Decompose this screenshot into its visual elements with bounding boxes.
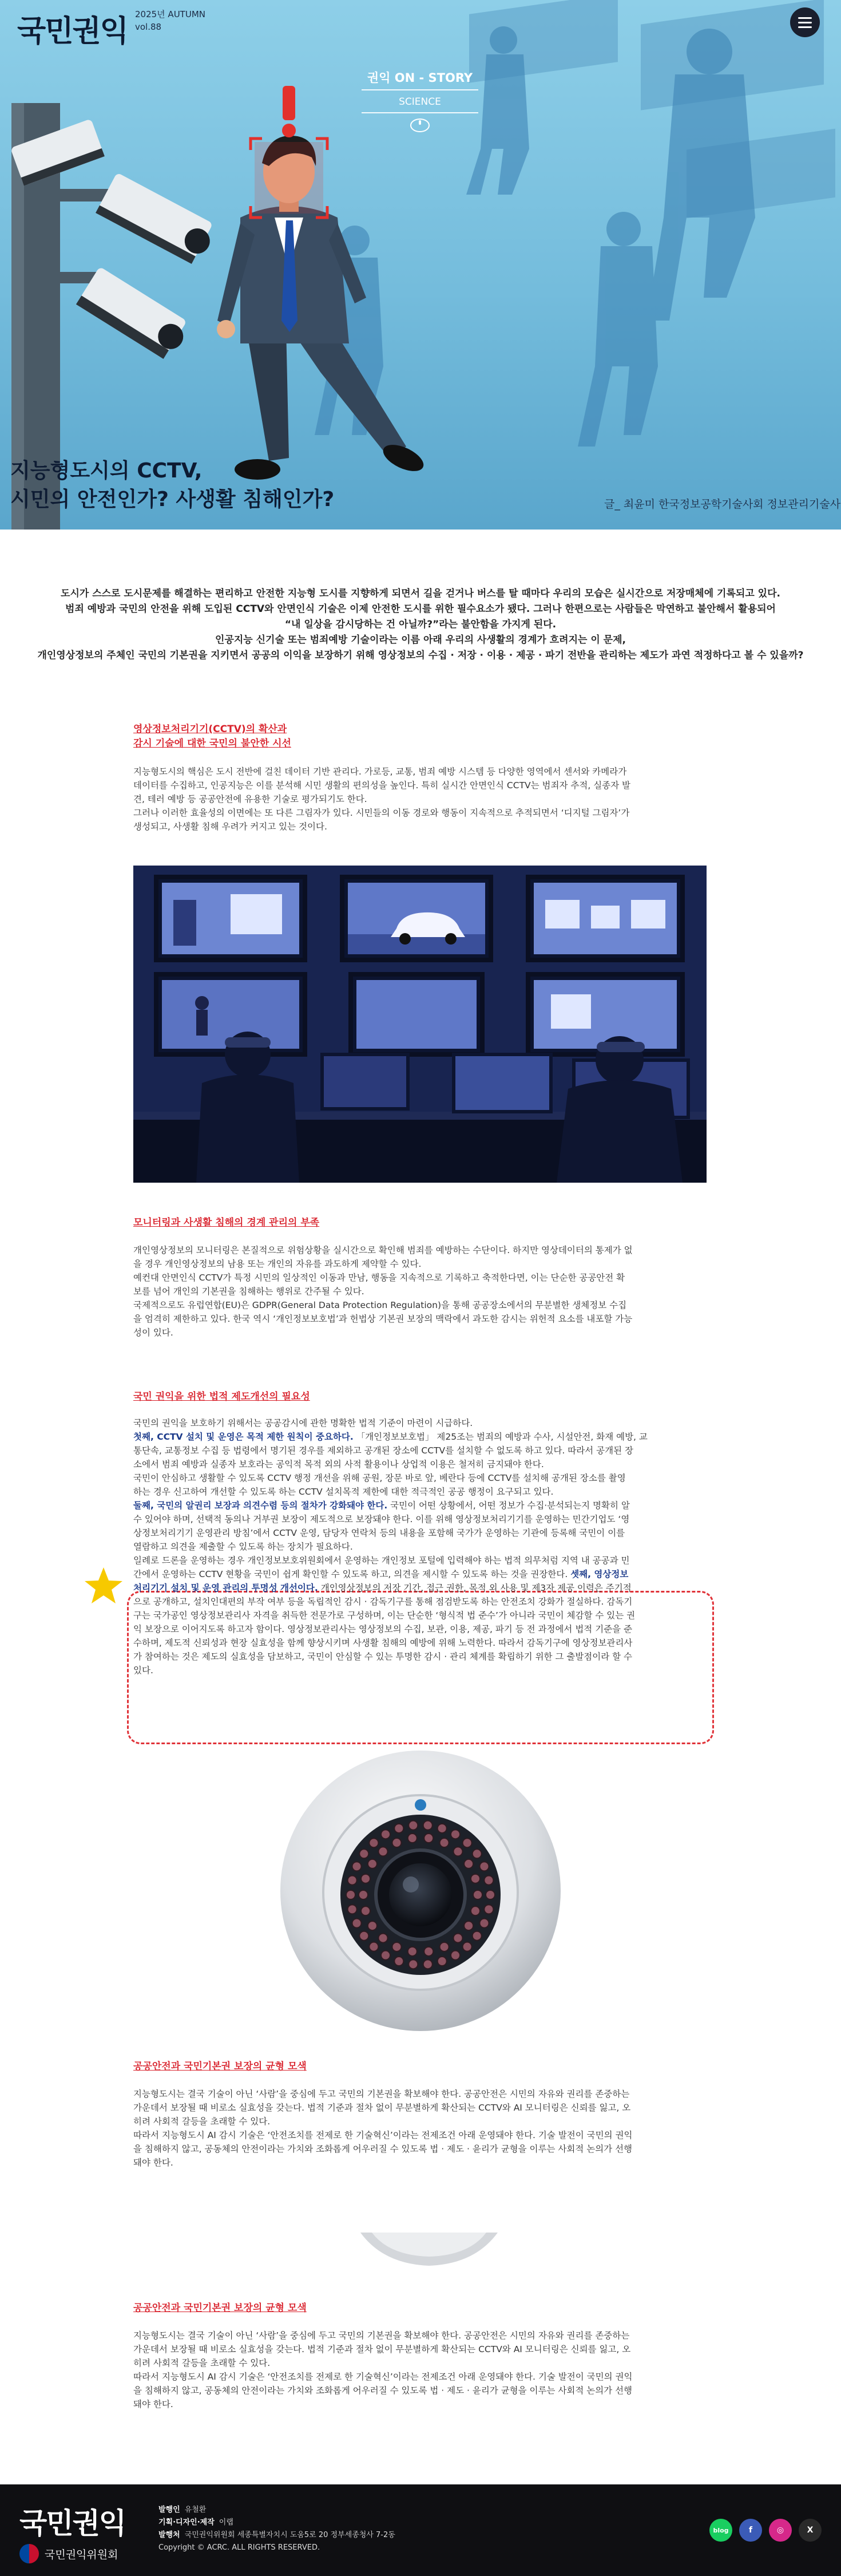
ir-led — [451, 1951, 460, 1960]
mouse-scroll-icon — [410, 118, 430, 133]
body-line: 있다. — [133, 1665, 153, 1676]
ir-led — [473, 1849, 482, 1858]
ir-led — [361, 1874, 370, 1883]
author-byline: 글_ 최윤미 한국정보공학기술사회 정보관리기술사 — [604, 498, 841, 511]
ir-led — [408, 1947, 417, 1956]
social-links — [709, 2519, 822, 2542]
copyright: Copyright © ACRC. ALL RIGHTS RESERVED. — [158, 2543, 320, 2552]
body-line: 가 참여하는 것은 제도의 실효성을 담보하고, 국민이 안심할 수 있는 투명한 감시 · 관리 체계를 확립하기 위한 그 출발점이라 할 수 — [133, 1652, 633, 1662]
footer-org — [19, 2544, 118, 2563]
issue-season: 2025년 AUTUMN — [135, 9, 205, 19]
intro-line: 개인영상정보의 주체인 국민의 기본권을 지키면서 공공의 이익을 보장하기 위해 영상정보의 수집 · 저장 · 이용 · 제공 · 파기 전반을 관리하는 제도가 과연 적정하다고 볼 수 있을까? — [37, 650, 804, 661]
ir-led — [359, 1931, 368, 1941]
ir-led — [423, 1959, 433, 1969]
issue-volume: vol.88 — [135, 22, 162, 32]
body-line: 익 보장으로 이어지도록 하고자 함이다. 영상정보관리사는 영상정보의 수집, 보관, 이용, 제공, 파기 등 전 과정에서 법적 기준을 준 — [133, 1624, 633, 1634]
ir-led — [453, 1847, 462, 1856]
ir-led — [359, 1849, 368, 1858]
star-icon — [84, 1566, 124, 1608]
org-name: 국민권익위원회 — [45, 2548, 118, 2561]
body-line: 을 경우 개인영상정보의 남용 또는 개인의 자유를 과도하게 제약할 수 있다. — [133, 1259, 422, 1269]
body-text: 「개인정보보호법」 제25조는 범죄의 예방과 수사, 시설안전, 화재 예방, 교 — [353, 1432, 648, 1442]
naver-blog-icon[interactable]: blog — [709, 2519, 732, 2542]
site-logo[interactable]: 국민권익 — [17, 14, 128, 49]
ir-led — [379, 1934, 388, 1943]
body-line: 그러나 이러한 효율성의 이면에는 또 다른 그림자가 있다. 시민들의 이동 경로와 행동이 지속적으로 추적되면서 ‘디지털 그림자’가 — [133, 808, 630, 818]
taegeuk-emblem-icon — [19, 2544, 39, 2563]
body-line — [133, 1581, 705, 1595]
dome-camera-partial — [360, 2233, 498, 2269]
body-line: 지능형도시는 결국 기술이 아닌 ‘사람’을 중심에 두고 국민의 기본권을 확보해야 한다. 공공안전은 시민의 자유와 권리를 존중하는 — [133, 2089, 630, 2099]
ir-led — [479, 1919, 489, 1928]
section-body-3 — [133, 1416, 705, 1677]
facebook-icon[interactable]: f — [739, 2519, 762, 2542]
instagram-icon[interactable]: ◎ — [769, 2519, 792, 2542]
body-line: 수 있어야 하며, 선택적 동의나 거부권 보장이 제도적으로 보장돼야 한다. 이를 위해 영상정보처리기기를 운영하는 민간기업도 ‘영 — [133, 1514, 630, 1524]
section-title-1 — [133, 722, 291, 751]
article-title — [10, 457, 334, 514]
publisher-value: 유철환 — [184, 2506, 207, 2514]
intro-line: 인공지능 신기술 또는 범죄예방 기술이라는 이름 아래 우리의 사생활의 경계가 흐려지는 이 문제, — [215, 634, 626, 646]
body-line: 열람하고 의견을 제출할 수 있도록 하는 장치가 필요하다. — [133, 1542, 353, 1552]
highlight-text: 둘째, 국민의 알권리 보장과 의견수렴 등의 절차가 강화돼야 한다. — [133, 1500, 388, 1511]
ir-led — [368, 1859, 377, 1868]
body-line: 을 침해하지 않고, 공동체의 안전이라는 가치와 조화롭게 어우러질 수 있도록 법 · 제도 · 윤리가 균형을 이루는 사회적 논의가 선행 — [133, 2144, 633, 2154]
highlight-text: 첫째, CCTV 설치 및 운영은 목적 제한 원칙이 중요하다. — [133, 1432, 354, 1442]
body-line: 하는 경우 신고하여 개선할 수 있도록 하는 CCTV 설치목적 제한에 대한 적극적인 공공 행정이 요구되고 있다. — [133, 1487, 554, 1497]
body-line: 히려 사회적 갈등을 초래할 수 있다. — [133, 2358, 271, 2368]
body-line: 예컨대 안면인식 CCTV가 특정 시민의 일상적인 이동과 만남, 행동을 지속적으로 기록하고 축적한다면, 이는 단순한 공공안전 확 — [133, 1273, 625, 1283]
ir-led — [440, 1942, 449, 1951]
series-name: 권익 ON - STORY — [362, 65, 478, 90]
ir-led — [361, 1906, 370, 1915]
body-line — [133, 1499, 705, 1512]
body-line — [133, 1430, 705, 1444]
ir-led — [392, 1942, 401, 1951]
section-body-5 — [133, 2329, 705, 2411]
article-intro — [11, 586, 830, 663]
ir-led — [473, 1931, 482, 1941]
highlight-text: 셋째, 영상정보 — [570, 1569, 629, 1579]
ir-led — [423, 1821, 433, 1830]
ir-led — [369, 1838, 378, 1847]
ir-led — [408, 1821, 418, 1830]
ir-led — [451, 1830, 460, 1839]
body-text: 국민이 어떤 상황에서, 어떤 정보가 수집·분석되는지 명확히 알 — [387, 1500, 630, 1511]
body-line: 국제적으로도 유럽연합(EU)은 GDPR(General Data Protection Regulation)을 통해 공공장소에서의 무분별한 생체정보 수집 — [133, 1300, 627, 1310]
highlight-text: 처리기기 설치 및 운영 관리의 투명성 개선이다. — [133, 1583, 318, 1593]
section-title-line: 감시 기술에 대한 국민의 불안한 시선 — [133, 738, 291, 749]
body-line: 지능형도시의 핵심은 도시 전반에 걸친 데이터 기반 관리다. 가로등, 교통, 범죄 예방 시스템 등 다양한 영역에서 센서와 카메라가 — [133, 767, 627, 777]
ir-led — [486, 1890, 495, 1899]
body-line: 가운데서 보장될 때 비로소 실효성을 갖는다. 법적 기준과 절차 없이 무분별하게 확산되는 CCTV와 AI 모니터링은 신뢰를 잃고, 오 — [133, 2103, 631, 2113]
ir-led — [392, 1838, 401, 1847]
body-line: 을 엄격히 제한하고 있다. 한국 역시 ‘개인정보보호법’과 헌법상 기본권 보장의 맥락에서 과도한 감시는 위헌적 요소를 내포할 가능 — [133, 1314, 633, 1324]
body-line: 국민의 권익을 보호하기 위해서는 공공감시에 관한 명확한 법적 기준이 마련이 시급하다. — [133, 1418, 473, 1428]
site-footer — [0, 2484, 841, 2576]
ir-led — [463, 1942, 472, 1951]
body-line: 성이 있다. — [133, 1327, 173, 1338]
hamburger-icon[interactable] — [790, 7, 820, 37]
intro-line: “내 일상을 감시당하는 건 아닐까?”라는 불안함을 가지게 된다. — [284, 619, 557, 630]
ir-led — [359, 1890, 368, 1899]
control-room-illustration — [133, 866, 707, 1183]
body-line: 가운데서 보장될 때 비로소 실효성을 갖는다. 법적 기준과 절차 없이 무분별하게 확산되는 CCTV와 AI 모니터링은 신뢰를 잃고, 오 — [133, 2344, 631, 2354]
body-line: 국민이 안심하고 생활할 수 있도록 CCTV 행정 개선을 위해 공원, 장문 바로 앞, 베란다 등에 CCTV를 설치해 공개된 장소를 촬영 — [133, 1473, 626, 1483]
x-icon[interactable]: X — [799, 2519, 822, 2542]
publisher-row — [158, 2504, 395, 2516]
body-line: 따라서 지능형도시 AI 감시 기술은 ‘안전조치를 전제로 한 기술혁신’이라는 전제조건 아래 운영돼야 한다. 기술 발전이 국민의 권익 — [133, 2372, 633, 2382]
body-line: 따라서 지능형도시 AI 감시 기술은 ‘안전조치를 전제로 한 기술혁신’이라는 전제조건 아래 운영돼야 한다. 기술 발전이 국민의 권익 — [133, 2130, 633, 2140]
publisher-label: 발행인 — [158, 2506, 180, 2514]
series-label — [362, 65, 478, 135]
section-title-4: 공공안전과 국민기본권 보장의 균형 모색 — [133, 2061, 307, 2072]
section-title-5: 공공안전과 국민기본권 보장의 균형 모색 — [133, 2302, 307, 2314]
ir-led — [394, 1957, 403, 1966]
body-line: 일례로 드론을 운영하는 경우 개인정보보호위원회에서 운영하는 개인정보 포털에 입력해야 하는 법적 의무처럼 지역 내 공공과 민 — [133, 1555, 630, 1566]
ir-led — [484, 1876, 493, 1885]
body-line: 견, 테러 예방 등 공공안전에 유용한 기술로 평가되기도 한다. — [133, 794, 367, 804]
hero-banner — [0, 0, 841, 530]
ir-led — [424, 1834, 433, 1843]
ir-led — [348, 1905, 357, 1914]
body-line: 히려 사회적 갈등을 초래할 수 있다. — [133, 2116, 271, 2127]
body-text: 개인영상정보의 저장 기간, 접근 권한, 목적 외 사용 및 제3자 제공 이력은 주기적 — [318, 1583, 632, 1593]
design-value: 이랩 — [219, 2518, 233, 2527]
ir-led — [352, 1919, 362, 1928]
ir-led — [381, 1830, 390, 1839]
body-line: 으로 공개하고, 설치인대편의 부작 여부 등을 독립적인 감시 · 감독기구를 통해 점검받도록 하는 안전조치 강화가 절실하다. 감독기 — [133, 1597, 633, 1607]
office-value: 국민권익위원회 세종특별자치시 도움5로 20 정부세종청사 7-2동 — [184, 2531, 395, 2539]
ir-led — [424, 1947, 433, 1956]
body-line: 보를 넘어 개인의 기본권을 침해하는 행위로 간주될 수 있다. — [133, 1286, 364, 1297]
intro-line: 도시가 스스로 도시문제를 해결하는 편리하고 안전한 지능형 도시를 지향하게 되면서 길을 걷거나 버스를 탈 때마다 우리의 모습은 실시간으로 저장매체에 기록되고 있다. — [61, 588, 780, 599]
title-line-1: 지능형도시의 CCTV, — [10, 459, 203, 483]
design-row — [158, 2516, 395, 2529]
ir-led — [463, 1838, 472, 1847]
ir-led — [471, 1874, 480, 1883]
ir-led — [394, 1824, 403, 1833]
ir-led — [348, 1876, 357, 1885]
title-line-2: 시민의 안전인가? 사생활 침해인가? — [10, 488, 335, 511]
dome-camera-illustration — [275, 1745, 566, 2039]
ir-led — [479, 1862, 489, 1871]
body-line: 수하며, 제도적 신뢰성과 현장 실효성을 함께 향상시키며 사생활 침해의 예방에 위해 노력한다. 따라서 감독기구에 영상정보관리사 — [133, 1638, 633, 1648]
series-category: SCIENCE — [362, 90, 478, 113]
body-text: 간에서 운영하는 CCTV 현황을 국민이 쉽게 확인할 수 있도록 하고, 의견을 제시할 수 있도록 하는 것을 권장한다. — [133, 1569, 571, 1579]
ir-led — [379, 1847, 388, 1856]
body-line: 지능형도시는 결국 기술이 아닌 ‘사람’을 중심에 두고 국민의 기본권을 확보해야 한다. 공공안전은 시민의 자유와 권리를 존중하는 — [133, 2330, 630, 2341]
body-line: 상정보처리기기 운영관리 방침’에서 CCTV 운영, 담당자 연락처 등의 내용을 포함해 국가가 운영하는 기관에 등록해 국민이 이를 — [133, 1528, 625, 1538]
section-body-2 — [133, 1243, 705, 1340]
section-title-line: 영상정보처리기기(CCTV)의 확산과 — [133, 724, 287, 735]
ir-led — [464, 1921, 473, 1930]
ir-led — [440, 1838, 449, 1847]
ir-led — [484, 1905, 493, 1914]
section-title-2: 모니터링과 사생활 침해의 경계 관리의 부족 — [133, 1217, 320, 1228]
body-line: 돼야 한다. — [133, 2158, 173, 2168]
body-line: 소에서 범죄 예방과 실종자 보호라는 공익적 목적 외의 사적 활용이나 상업적 이용은 철저히 금지돼야 한다. — [133, 1459, 544, 1469]
body-line: 개인영상정보의 모니터링은 본질적으로 위험상황을 실시간으로 확인해 범죄를 예방하는 수단이다. 하지만 영상데이터의 통제가 없 — [133, 1245, 633, 1255]
ir-led — [473, 1890, 482, 1899]
ir-led — [381, 1951, 390, 1960]
ir-led — [369, 1942, 378, 1951]
ir-led — [408, 1959, 418, 1969]
section-body-1 — [133, 765, 705, 833]
body-line: 생성되고, 사생활 침해 우려가 커지고 있는 것이다. — [133, 821, 327, 832]
ir-led — [368, 1921, 377, 1930]
ir-led — [346, 1890, 355, 1899]
section-title-3: 국민 권익을 위한 법적 제도개선의 필요성 — [133, 1391, 310, 1402]
ir-led — [408, 1834, 417, 1843]
ir-led — [438, 1824, 447, 1833]
footer-logo[interactable]: 국민권익 — [19, 2507, 126, 2540]
ir-led — [453, 1934, 462, 1943]
ir-led — [464, 1859, 473, 1868]
ir-led — [471, 1906, 480, 1915]
ir-led — [352, 1862, 362, 1871]
body-line — [133, 1567, 705, 1581]
body-line: 데이터를 수집하고, 인공지능은 이를 분석해 시민 생활의 편의성을 높인다. 특히 실시간 안면인식 CCTV는 범죄자 추적, 실종자 발 — [133, 780, 631, 791]
body-line: 을 침해하지 않고, 공동체의 안전이라는 가치와 조화롭게 어우러질 수 있도록 법 · 제도 · 윤리가 균형을 이루는 사회적 논의가 선행 — [133, 2385, 633, 2396]
issue-info — [135, 8, 205, 33]
section-body-4 — [133, 2087, 705, 2170]
footer-info — [158, 2504, 395, 2554]
design-label: 기획·디자인·제작 — [158, 2518, 215, 2527]
ir-led — [438, 1957, 447, 1966]
intro-line: 범죄 예방과 국민의 안전을 위해 도입된 CCTV와 안면인식 기술은 이제 안전한 도시를 위한 필수요소가 됐다. 그러나 한편으로는 사람들은 막연하고 불안해서 활용되어 — [65, 603, 776, 615]
body-line: 통단속, 교통정보 수집 등 법령에서 명기된 경우를 제외하고 공개된 장소에 CCTV를 설치할 수 없도록 하고 있다. 따라서 공개된 장 — [133, 1445, 633, 1456]
office-row — [158, 2529, 395, 2542]
body-line: 돼야 한다. — [133, 2399, 173, 2409]
body-line: 구는 국가공인 영상정보관리사 자격을 취득한 전문가로 구성하며, 이는 단순한 ‘형식적 법 준수’가 아니라 국민이 체감할 수 있는 권 — [133, 1610, 636, 1621]
office-label: 발행처 — [158, 2531, 180, 2539]
